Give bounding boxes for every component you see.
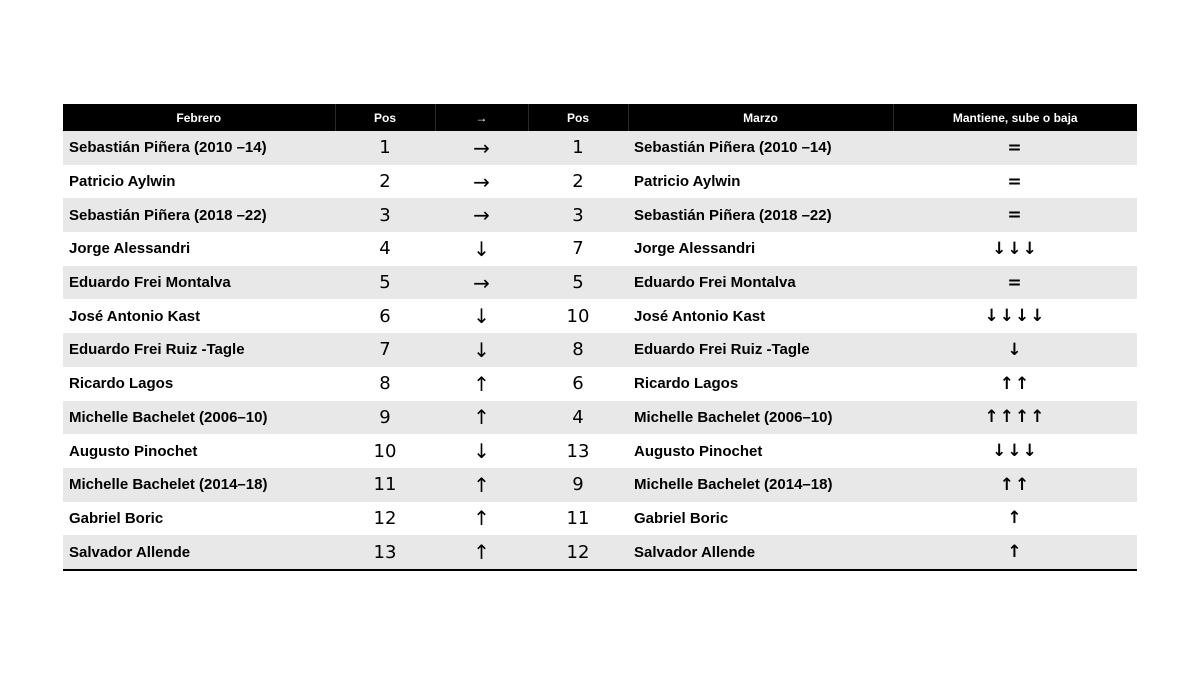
mar-pos-cell: 1 [528,131,628,165]
change-cell: ↓↓↓ [893,232,1137,266]
header-marzo: Marzo [628,104,893,131]
table-header-row [63,104,1137,131]
mar-pos-cell: 10 [528,299,628,333]
mar-name-cell: Salvador Allende [628,535,893,570]
mar-pos-cell: 6 [528,367,628,401]
trend-arrow-icon: ↑ [435,401,528,435]
table-row [63,434,1137,468]
feb-pos-cell: 8 [335,367,435,401]
trend-arrow-icon: → [435,198,528,232]
mar-pos-cell: 5 [528,266,628,300]
change-cell: ↓↓↓↓ [893,299,1137,333]
table-row [63,131,1137,165]
trend-arrow-icon: → [435,131,528,165]
table-row [63,502,1137,536]
table-row [63,165,1137,199]
mar-name-cell: Augusto Pinochet [628,434,893,468]
mar-pos-cell: 12 [528,535,628,570]
mar-pos-cell: 9 [528,468,628,502]
feb-name-cell: Salvador Allende [63,535,335,570]
change-cell: = [893,266,1137,300]
feb-pos-cell: 1 [335,131,435,165]
mar-name-cell: Gabriel Boric [628,502,893,536]
trend-arrow-icon: → [435,165,528,199]
table-row [63,198,1137,232]
feb-name-cell: Eduardo Frei Ruiz -Tagle [63,333,335,367]
table-row [63,232,1137,266]
change-cell: ↓↓↓ [893,434,1137,468]
change-cell: = [893,165,1137,199]
feb-name-cell: Patricio Aylwin [63,165,335,199]
mar-name-cell: Eduardo Frei Montalva [628,266,893,300]
table-row [63,266,1137,300]
header-pos-mar: Pos [528,104,628,131]
table-row [63,367,1137,401]
change-cell: ↑↑ [893,468,1137,502]
feb-pos-cell: 4 [335,232,435,266]
trend-arrow-icon: ↓ [435,299,528,333]
header-arrow: → [435,104,528,131]
feb-name-cell: Augusto Pinochet [63,434,335,468]
feb-pos-cell: 3 [335,198,435,232]
mar-name-cell: José Antonio Kast [628,299,893,333]
mar-pos-cell: 4 [528,401,628,435]
feb-pos-cell: 2 [335,165,435,199]
feb-name-cell: Michelle Bachelet (2006–10) [63,401,335,435]
trend-arrow-icon: ↑ [435,535,528,570]
mar-pos-cell: 7 [528,232,628,266]
change-cell: = [893,131,1137,165]
feb-name-cell: Eduardo Frei Montalva [63,266,335,300]
ranking-table [63,104,1137,571]
table-row [63,401,1137,435]
mar-name-cell: Sebastián Piñera (2018 –22) [628,198,893,232]
header-febrero: Febrero [63,104,335,131]
mar-name-cell: Ricardo Lagos [628,367,893,401]
feb-name-cell: Sebastián Piñera (2018 –22) [63,198,335,232]
mar-pos-cell: 3 [528,198,628,232]
feb-pos-cell: 5 [335,266,435,300]
trend-arrow-icon: ↑ [435,367,528,401]
mar-name-cell: Michelle Bachelet (2006–10) [628,401,893,435]
mar-name-cell: Jorge Alessandri [628,232,893,266]
mar-name-cell: Michelle Bachelet (2014–18) [628,468,893,502]
feb-pos-cell: 13 [335,535,435,570]
table-row [63,299,1137,333]
table-row [63,535,1137,570]
trend-arrow-icon: ↑ [435,468,528,502]
mar-name-cell: Eduardo Frei Ruiz -Tagle [628,333,893,367]
feb-pos-cell: 11 [335,468,435,502]
feb-name-cell: Ricardo Lagos [63,367,335,401]
mar-name-cell: Sebastián Piñera (2010 –14) [628,131,893,165]
mar-pos-cell: 8 [528,333,628,367]
header-pos-feb: Pos [335,104,435,131]
feb-pos-cell: 9 [335,401,435,435]
mar-pos-cell: 13 [528,434,628,468]
mar-pos-cell: 11 [528,502,628,536]
trend-arrow-icon: ↓ [435,434,528,468]
feb-pos-cell: 12 [335,502,435,536]
change-cell: ↑ [893,535,1137,570]
feb-name-cell: Gabriel Boric [63,502,335,536]
trend-arrow-icon: ↓ [435,333,528,367]
change-cell: ↑↑↑↑ [893,401,1137,435]
table-row [63,333,1137,367]
feb-name-cell: Michelle Bachelet (2014–18) [63,468,335,502]
change-cell: = [893,198,1137,232]
feb-pos-cell: 10 [335,434,435,468]
feb-name-cell: Jorge Alessandri [63,232,335,266]
mar-pos-cell: 2 [528,165,628,199]
trend-arrow-icon: ↓ [435,232,528,266]
mar-name-cell: Patricio Aylwin [628,165,893,199]
trend-arrow-icon: → [435,266,528,300]
change-cell: ↓ [893,333,1137,367]
change-cell: ↑ [893,502,1137,536]
header-change: Mantiene, sube o baja [893,104,1137,131]
change-cell: ↑↑ [893,367,1137,401]
feb-pos-cell: 6 [335,299,435,333]
trend-arrow-icon: ↑ [435,502,528,536]
feb-pos-cell: 7 [335,333,435,367]
table-row [63,468,1137,502]
feb-name-cell: Sebastián Piñera (2010 –14) [63,131,335,165]
feb-name-cell: José Antonio Kast [63,299,335,333]
